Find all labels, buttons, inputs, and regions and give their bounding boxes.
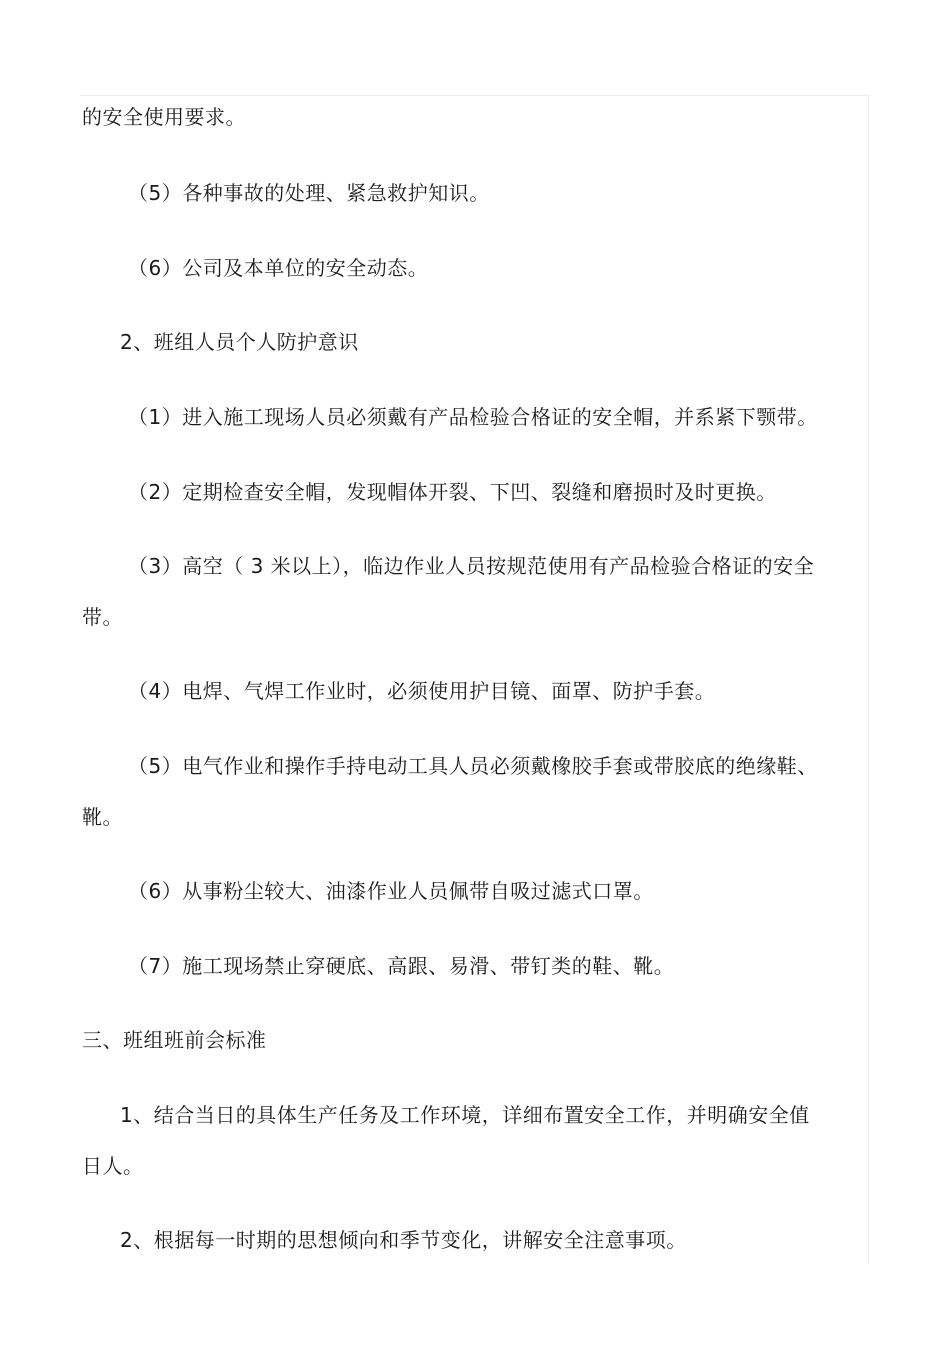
section-heading: 三、班组班前会标准 [82,1028,267,1052]
text-line: （3）高空（ 3 米以上），临边作业人员按规范使用有产品检验合格证的安全 [128,554,815,578]
section-heading: 2、班组人员个人防护意识 [120,330,359,354]
text-line: 带。 [82,605,123,629]
text-line: 靴。 [82,805,123,829]
text-line: （6）公司及本单位的安全动态。 [128,256,429,280]
text-line: 2、根据每一时期的思想倾向和季节变化，讲解安全注意事项。 [120,1228,687,1252]
text-line: （5）各种事故的处理、紧急救护知识。 [128,181,490,205]
text-line: （4）电焊、气焊工作业时，必须使用护目镜、面罩、防护手套。 [128,679,716,703]
text-line: 的安全使用要求。 [82,105,246,129]
text-line: （7）施工现场禁止穿硬底、高跟、易滑、带钉类的鞋、靴。 [128,954,675,978]
text-line: 日人。 [82,1154,144,1178]
text-line: （1）进入施工现场人员必须戴有产品检验合格证的安全帽，并系紧下颚带。 [128,405,818,429]
text-line: （6）从事粉尘较大、油漆作业人员佩带自吸过滤式口罩。 [128,879,654,903]
text-line: （2）定期检查安全帽，发现帽体开裂、下凹、裂缝和磨损时及时更换。 [128,480,777,504]
text-line: 1、结合当日的具体生产任务及工作环境，详细布置安全工作，并明确安全值 [120,1103,810,1127]
text-line: （5）电气作业和操作手持电动工具人员必须戴橡胶手套或带胶底的绝缘鞋、 [128,754,818,778]
